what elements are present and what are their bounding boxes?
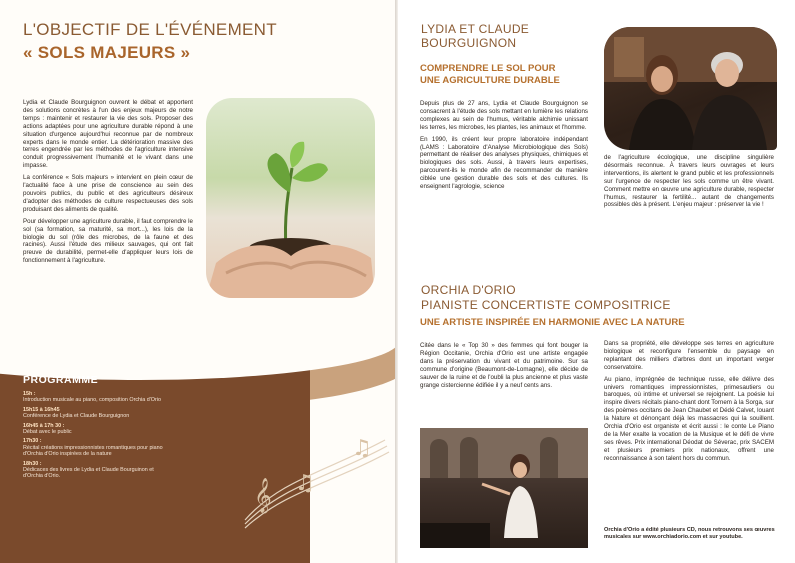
authors-subtitle-line2: UNE AGRICULTURE DURABLE bbox=[420, 75, 560, 86]
authors-bio bbox=[420, 100, 588, 195]
bio-paragraph: de l'agriculture écologique, une discipline singulière désormais reconnue. À travers leurs ouvrages et leurs interventions, ils alertent le grand public et les professionnels sur l'urgence de respecter les sols comme un être vivant. Comment mettre en œuvre une agriculture durable, respecter l'humus, restaurer la fertilité... autant de changements possibles dès à présent. L'enjeu majeur : préserver la vie ! bbox=[604, 154, 774, 209]
programme-list bbox=[23, 391, 173, 483]
bio-paragraph: En 1990, ils créent leur propre laboratoire indépendant (LAMS : Laboratoire d'Analyse Microbiologique des Sols) permettant de réaliser des analyses physiques, chimiques et biologiques des sols. Aussi, à travers leurs expertises, parcourent-ils le monde afin de recommander de manière ciblée une gestion durable des sols et des cultures. Ils enseignent l'agrologie, science bbox=[420, 135, 588, 191]
page-title: L'OBJECTIF DE L'ÉVÉNEMENT bbox=[23, 20, 277, 39]
programme-title: PROGRAMME bbox=[23, 374, 99, 386]
left-page bbox=[0, 0, 395, 563]
orchia-title: ORCHIA D'ORIO bbox=[421, 283, 516, 297]
programme-desc: Dédicaces des livres de Lydia et Claude Bourguinon et d'Orchia d'Orio. bbox=[23, 467, 154, 480]
orchia-photo bbox=[420, 428, 588, 548]
hands-plant-photo bbox=[206, 98, 375, 298]
programme-desc: Récital créations impressionnistes romantiques pour piano d'Orchia d'Orio inspirées de la nature bbox=[23, 444, 163, 458]
programme-time: 15h : bbox=[23, 391, 36, 397]
svg-text:𝄞: 𝄞 bbox=[254, 478, 272, 513]
programme-item bbox=[23, 461, 173, 480]
programme-time: 15h15 à 16h45 bbox=[23, 406, 60, 413]
agriculture-paragraph: Pour développer une agriculture durable, il faut comprendre le sol (sa formation, sa maturité, sa mort...), les lois de la biologie du sol (rôle des microbes, de la faune et des racines). Aussi l'étude des milieux sauvages, qui ont fait preuve de durabilité, permet-elle d'appliquer leurs lois de fonctionnement à l'agriculture. bbox=[23, 217, 193, 265]
authors-bio-continued bbox=[604, 154, 774, 213]
programme-desc: Conférence de Lydia et Claude Bourguignon bbox=[23, 413, 130, 420]
programme-desc: Débat avec le public bbox=[23, 429, 72, 436]
orchia-paragraph: Dans sa propriété, elle développe ses terres en agriculture biologique et reconfigure l'ensemble du paysage en replantant des milliers d'arbres dont un important verger conservatoire. bbox=[604, 340, 774, 371]
orchia-intro bbox=[420, 342, 588, 393]
intro-paragraph: Lydia et Claude Bourguignon ouvrent le débat et apportent des solutions concrètes à l'un des enjeux majeurs de notre temps : maintenir et restaurer la vie des sols. Proposer des actions adaptées pour une agriculture durable répond à une situation d'urgence aujourd'hui reconnue par de nombreux experts dans le monde entier. La détérioration massive des terres engendrée par les méthodes de l'agriculture intensive conduit progressivement l'humanité et le vivant dans une impasse. bbox=[23, 99, 193, 170]
programme-time: 18h30 : bbox=[23, 460, 42, 467]
programme-item bbox=[23, 438, 173, 457]
bourguignon-photo bbox=[604, 27, 777, 150]
programme-desc: Introduction musicale au piano, composition Orchia d'Orio bbox=[23, 397, 161, 404]
event-name-title: « SOLS MAJEURS » bbox=[23, 43, 191, 62]
pianist-illustration bbox=[420, 428, 588, 548]
svg-text:♫: ♫ bbox=[295, 471, 315, 496]
programme-time: 17h30 : bbox=[23, 438, 42, 445]
music-notes-decoration bbox=[240, 420, 390, 530]
orchia-paragraph: Citée dans le « Top 30 » des femmes qui font bouger la Région Occitanie, Orchia d'Orio est une artiste engagée dans la préservation du vivant et du patrimoine. Sur sa commune d'origine (Beaumont-de-Lomagne), elle décide de sauver de la ruine et de l'oubli la plus ancienne et plus vaste grange cistercienne édifiée il y a neuf cents ans. bbox=[420, 342, 588, 389]
orchia-paragraph: Au piano, imprégnée de technique russe, elle délivre des univers romantiques impressionnistes, primesautiers ou baroques, où intime et universel se rejoignent. La poésie lui inspire divers récitals piano-chant dont Tornem à la Sorga, sur des poèmes occitans de Jean Chaubet et Dédé Calvet, louant la Nature et dénonçant déjà les massacres qui la souillent. Orchia d'Orio est organiste et écrit aussi : le conte Le Piano de la Mer exalte la vocation de la Musique et le défi de vivre ses rêves. Prix international Déodat de Séverac, prix SACEM et plusieurs premiers prix nationaux, offrent une reconnaissance à son talent hors du commun. bbox=[604, 375, 774, 462]
intro-text bbox=[23, 99, 193, 269]
bio-paragraph: Depuis plus de 27 ans, Lydia et Claude Bourguignon se consacrent à l'étude des sols mettant en lumière les relations complexes au sein de l'humus, véritable alchimie unissant les terres, les microbes, les plantes, les animaux et l'homme. bbox=[420, 100, 588, 131]
authors-title: LYDIA ET CLAUDE bbox=[421, 22, 530, 36]
authors-title-line2: BOURGUIGNON bbox=[421, 36, 517, 50]
cd-caption: Orchia d'Orio a édité plusieurs CD, nous retrouvons ses œuvres musicales sur www.orchiadorio.com et sur youtube. bbox=[604, 527, 775, 540]
conference-paragraph: La conférence « Sols majeurs » intervient en plein cœur de l'actualité face à une prise de conscience au sein des pouvoirs publics, du public et des agriculteurs désireux d'adopter des méthodes de culture respectueuses des sols produisant des aliments de qualité. bbox=[23, 174, 193, 213]
portrait-illustration bbox=[604, 27, 777, 150]
orchia-subtitle: UNE ARTISTE INSPIRÉE EN HARMONIE AVEC LA NATURE bbox=[420, 317, 685, 328]
programme-time: 16h45 à 17h 30 : bbox=[23, 422, 65, 429]
svg-text:♫: ♫ bbox=[352, 436, 372, 461]
orchia-role-title: PIANISTE CONCERTISTE COMPOSITRICE bbox=[421, 298, 671, 312]
programme-item bbox=[23, 423, 173, 436]
orchia-bio bbox=[604, 340, 774, 467]
right-page bbox=[398, 0, 795, 563]
programme-item bbox=[23, 391, 173, 404]
authors-subtitle: COMPRENDRE LE SOL POUR bbox=[420, 63, 556, 74]
programme-item bbox=[23, 407, 173, 420]
seedling-illustration bbox=[206, 98, 375, 298]
